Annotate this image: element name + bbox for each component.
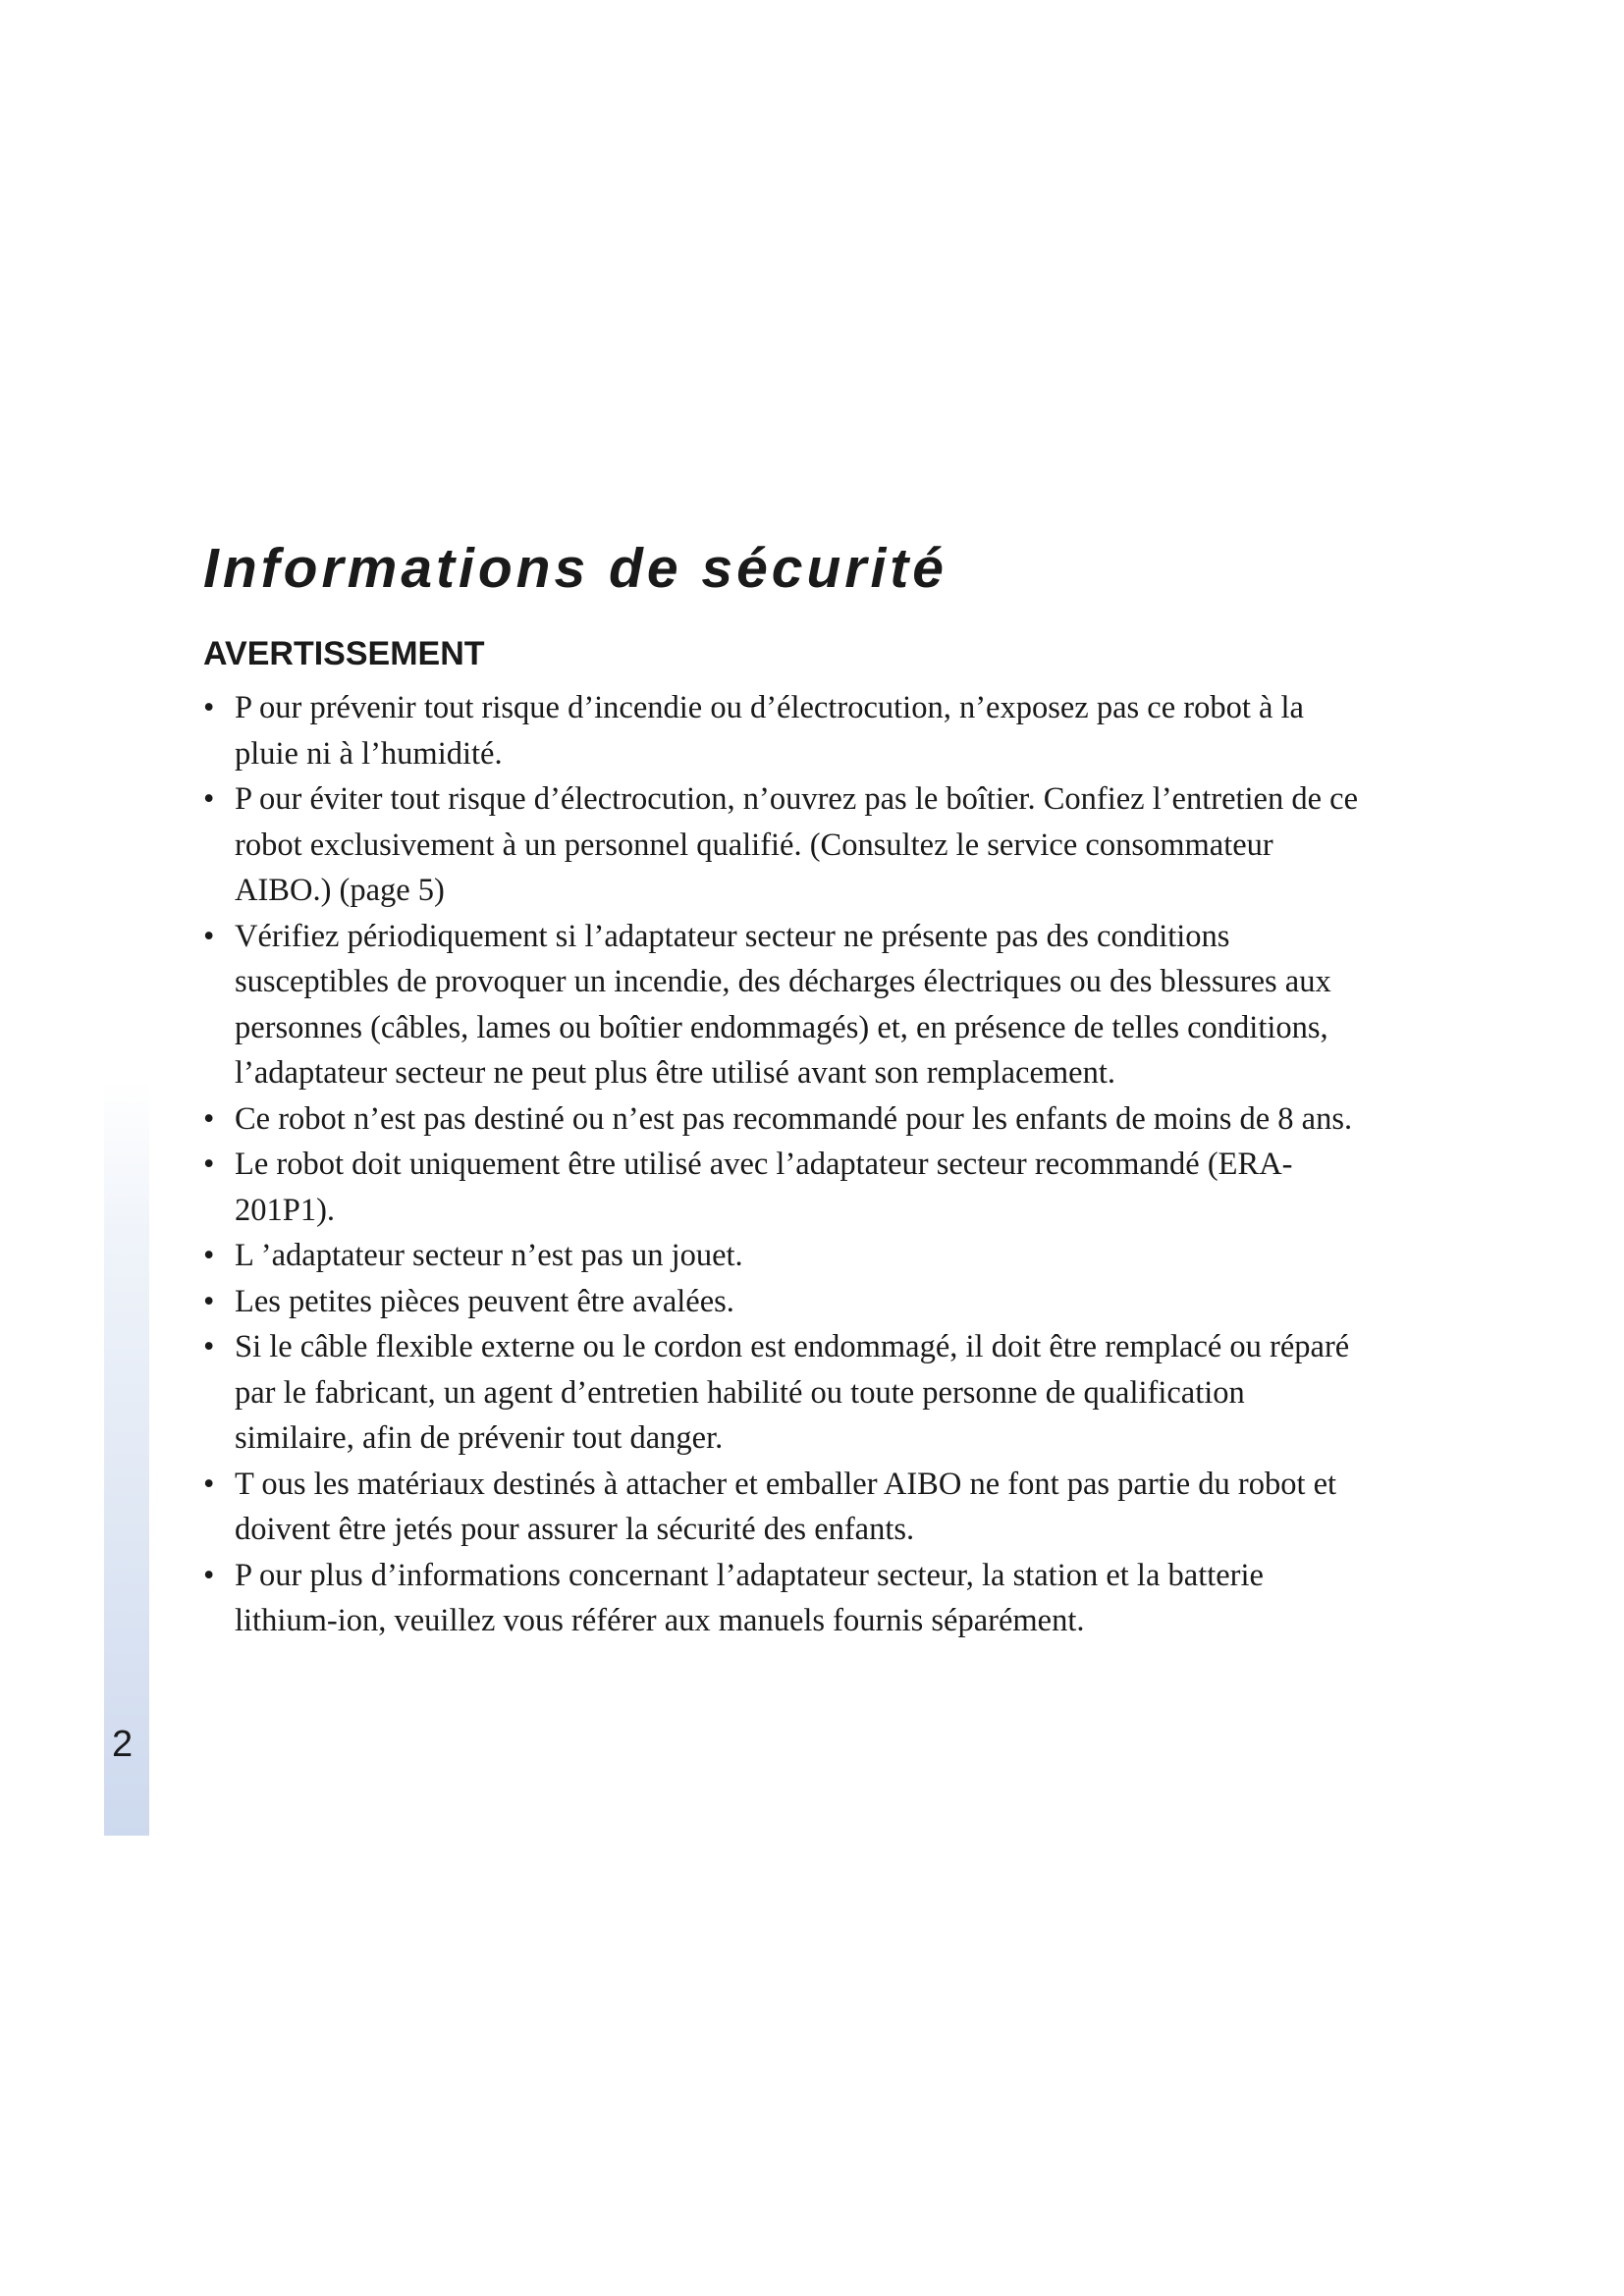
warning-item: [203, 914, 1362, 1096]
warning-item: [203, 1279, 1362, 1325]
warning-item-text: P our éviter tout risque d’électrocution, n’ouvrez pas le boîtier. Confiez l’entretien de ce robot exclusivement à un personnel qualifié. (Consultez le service consommateur AIBO.) (page 5): [235, 781, 1359, 908]
warning-list: [203, 685, 1362, 1644]
bullet-icon: •: [203, 1100, 215, 1137]
warning-item-text: Si le câble flexible externe ou le cordon est endommagé, il doit être remplacé ou réparé par le fabricant, un agent d’entretien habilité ou toute personne de qualification similaire, afin de prévenir tout danger.: [235, 1329, 1350, 1456]
bullet-icon: •: [203, 1238, 215, 1273]
warning-item-text: P our plus d’informations concernant l’adaptateur secteur, la station et la batterie lithium-ion, veuillez vous référer aux manuels fournis séparément.: [235, 1557, 1264, 1638]
warning-item-text: L ’adaptateur secteur n’est pas un jouet.: [235, 1238, 743, 1273]
warning-heading: AVERTISSEMENT: [203, 635, 485, 672]
bullet-icon: •: [203, 1557, 215, 1593]
warning-item: [203, 1324, 1362, 1462]
warning-item: [203, 1553, 1362, 1644]
warning-item: [203, 1096, 1362, 1143]
warning-item: [203, 1462, 1362, 1553]
bullet-icon: •: [203, 690, 215, 725]
warning-item-text: Le robot doit uniquement être utilisé avec l’adaptateur secteur recommandé (ERA-201P1).: [235, 1147, 1293, 1228]
page-edge-tab: [104, 1080, 149, 1836]
warning-item-text: T ous les matériaux destinés à attacher et emballer AIBO ne font pas partie du robot et doivent être jetés pour assurer la sécurité des enfants.: [235, 1466, 1337, 1547]
bullet-icon: •: [203, 1147, 215, 1182]
warning-item: [203, 1233, 1362, 1279]
page-number: 2: [112, 1724, 134, 1765]
warning-item-text: Les petites pièces peuvent être avalées.: [235, 1283, 734, 1319]
warning-item-text: Ce robot n’est pas destiné ou n’est pas recommandé pour les enfants de moins de 8 ans.: [235, 1100, 1353, 1137]
warning-item: [203, 685, 1362, 776]
warning-item: [203, 1142, 1362, 1233]
bullet-icon: •: [203, 1466, 215, 1502]
page-title: Informations de sécurité: [203, 537, 947, 600]
bullet-icon: •: [203, 1283, 215, 1319]
warning-item-text: Vérifiez périodiquement si l’adaptateur secteur ne présente pas des conditions susceptibles de provoquer un incendie, des décharges électriques ou des blessures aux personnes (câbles, lames ou boîtier endommagés) et, en présence de telles conditions, l’adaptateur secteur ne peut plus être utilisé avant son remplacement.: [235, 918, 1331, 1091]
warning-item: [203, 776, 1362, 914]
warning-item-text: P our prévenir tout risque d’incendie ou d’électrocution, n’exposez pas ce robot à la pluie ni à l’humidité.: [235, 690, 1304, 772]
bullet-icon: •: [203, 1329, 215, 1364]
bullet-icon: •: [203, 918, 215, 954]
bullet-icon: •: [203, 781, 215, 817]
